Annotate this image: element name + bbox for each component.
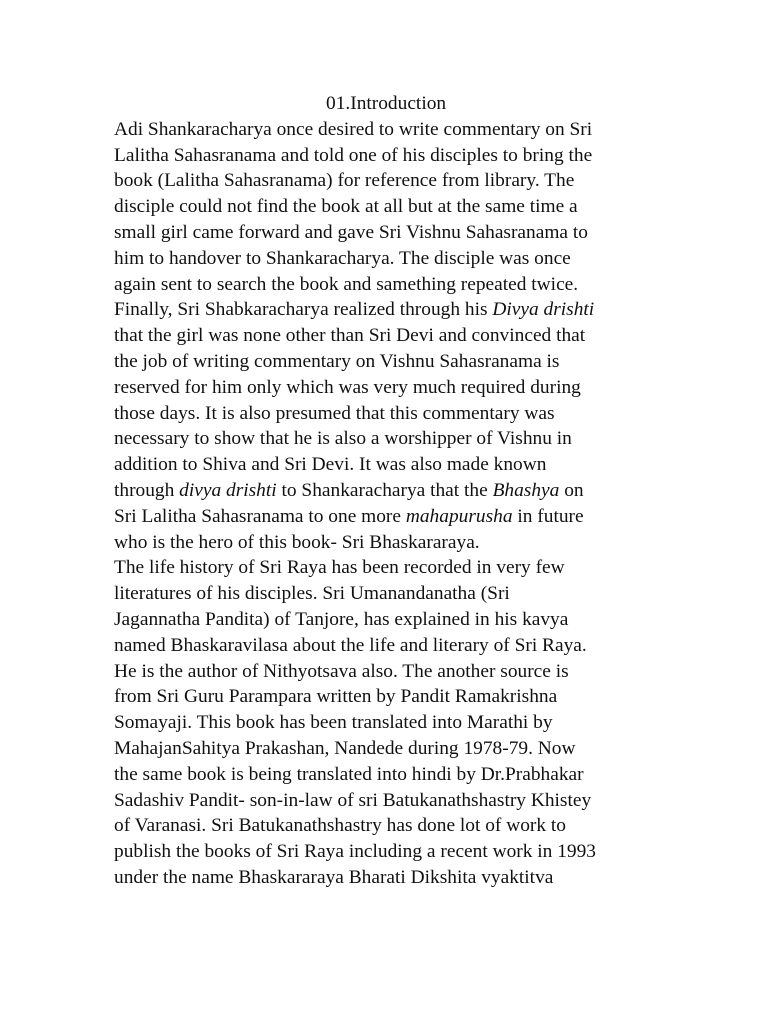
text-segment: Adi Shankaracharya once desired to write commentary on Sri (114, 118, 593, 140)
text-segment: those days. It is also presumed that this commentary was (114, 402, 555, 424)
text-segment: the same book is being translated into hindi by Dr.Prabhakar (114, 763, 584, 785)
text-line (114, 426, 714, 452)
text-line (114, 349, 714, 375)
text-line (114, 401, 714, 427)
text-line (114, 788, 714, 814)
text-segment: Sri Lalitha Sahasranama to one more (114, 505, 406, 527)
text-line (114, 607, 714, 633)
text-line (114, 684, 714, 710)
paragraph-lines (114, 117, 714, 891)
text-line (114, 839, 714, 865)
text-segment: MahajanSahitya Prakashan, Nandede during 1978-79. Now (114, 737, 576, 759)
document-body (114, 91, 714, 891)
text-line (114, 246, 714, 272)
text-segment: disciple could not find the book at all but at the same time a (114, 196, 578, 218)
text-line (114, 659, 714, 685)
text-line (114, 297, 714, 323)
text-line (114, 323, 714, 349)
text-segment: again sent to search the book and samething repeated twice. (114, 273, 579, 295)
text-line (114, 220, 714, 246)
italic-text: mahapurusha (405, 505, 513, 527)
text-segment: Finally, Sri Shabkaracharya realized through his (114, 299, 493, 321)
italic-text: Bhashya (492, 479, 560, 501)
text-segment: necessary to show that he is also a worshipper of Vishnu in (114, 428, 572, 450)
text-segment: small girl came forward and gave Sri Vishnu Sahasranama to (114, 221, 588, 243)
text-segment: under the name Bhaskararaya Bharati Dikshita vyaktitva (114, 866, 554, 888)
text-segment: through (114, 479, 180, 501)
text-segment: who is the hero of this book- Sri Bhaskararaya. (114, 531, 480, 553)
text-line (114, 581, 714, 607)
text-line (114, 452, 714, 478)
text-segment: in future (512, 505, 584, 527)
text-segment: Jagannatha Pandita) of Tanjore, has explained in his kavya (114, 608, 569, 630)
text-line (114, 710, 714, 736)
text-line (114, 168, 714, 194)
italic-text: Divya drishti (492, 299, 595, 321)
text-line (114, 762, 714, 788)
text-segment: literatures of his disciples. Sri Umanandanatha (Sri (114, 583, 510, 605)
text-line (114, 865, 714, 891)
text-segment: him to handover to Shankaracharya. The disciple was once (114, 247, 571, 269)
text-segment: Somayaji. This book has been translated into Marathi by (114, 712, 553, 734)
text-segment: book (Lalitha Sahasranama) for reference from library. The (114, 170, 575, 192)
text-line (114, 530, 714, 556)
text-line (114, 813, 714, 839)
text-segment: He is the author of Nithyotsava also. The another source is (114, 660, 569, 682)
text-line (114, 478, 714, 504)
text-segment: Sadashiv Pandit- son-in-law of sri Batukanathshastry Khistey (114, 789, 592, 811)
text-line (114, 633, 714, 659)
text-segment: that the girl was none other than Sri Devi and convinced that (114, 325, 586, 347)
text-segment: the job of writing commentary on Vishnu Sahasranama is (114, 350, 560, 372)
italic-text: divya drishti (179, 479, 277, 501)
text-segment: addition to Shiva and Sri Devi. It was also made known (114, 454, 547, 476)
page-title: 01.Introduction (326, 93, 447, 114)
text-segment: publish the books of Sri Raya including a recent work in 1993 (114, 841, 596, 863)
text-segment: reserved for him only which was very much required during (114, 376, 581, 398)
text-line (114, 555, 714, 581)
text-segment: of Varanasi. Sri Batukanathshastry has done lot of work to (114, 815, 567, 837)
text-segment: from Sri Guru Parampara written by Pandit Ramakrishna (114, 686, 558, 708)
text-line (114, 143, 714, 169)
text-segment: to Shankaracharya that the (276, 479, 493, 501)
text-segment: The life history of Sri Raya has been recorded in very few (114, 557, 565, 579)
text-segment: on (559, 479, 584, 501)
text-line (114, 117, 714, 143)
text-segment: named Bhaskaravilasa about the life and literary of Sri Raya. (114, 634, 587, 656)
text-line (114, 194, 714, 220)
text-line (114, 375, 714, 401)
text-segment: Lalitha Sahasranama and told one of his disciples to bring the (114, 144, 593, 166)
text-line (114, 272, 714, 298)
text-line (114, 736, 714, 762)
text-line (114, 504, 714, 530)
